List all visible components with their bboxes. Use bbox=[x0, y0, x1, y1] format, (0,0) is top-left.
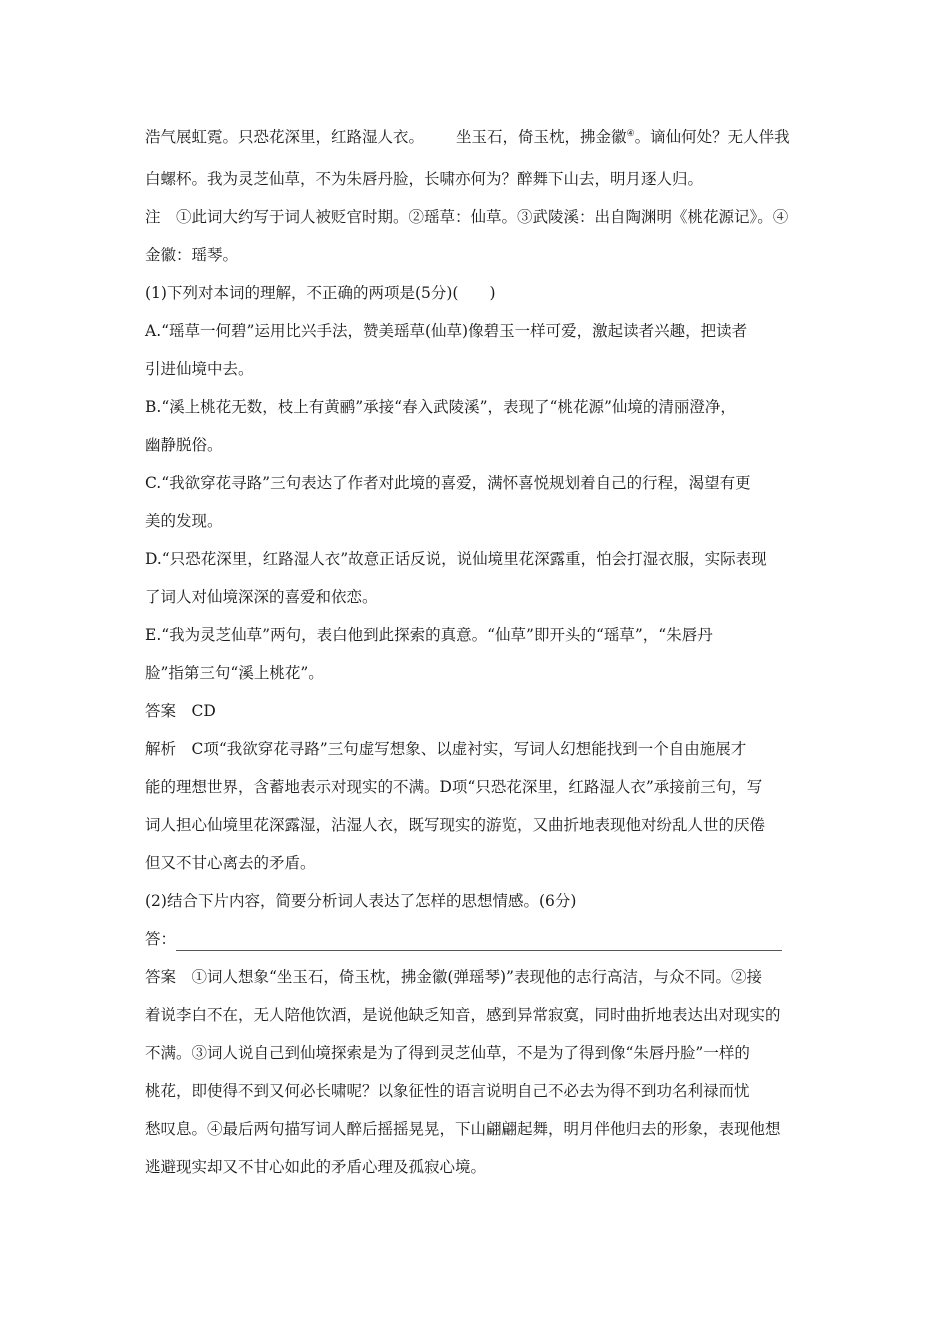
question-2-answer-line-6: 逃避现实却又不甘心如此的矛盾心理及孤寂心境。 bbox=[145, 1158, 487, 1176]
analysis-line-3: 词人担心仙境里花深露湿，沾湿人衣，既写现实的游览，又曲折地表现他对纷乱人世的厌倦 bbox=[145, 816, 766, 834]
question-2-answer-line-4: 桃花，即使得不到又何必长啸呢？以象征性的语言说明自己不必去为得不到功名利禄而忧 bbox=[145, 1082, 750, 1100]
poem-line-2: 白螺杯。我为灵芝仙草，不为朱唇丹脸，长啸亦何为？醉舞下山去，明月逐人归。 bbox=[145, 170, 704, 188]
option-e-line-2: 脸”指第三句“溪上桃花”。 bbox=[145, 664, 324, 682]
option-c-line-1: C.“我欲穿花寻路”三句表达了作者对此境的喜爱，满怀喜悦规划着自己的行程，渴望有更 bbox=[145, 474, 751, 492]
poem-line-1 bbox=[145, 127, 835, 147]
footnote-marker: ④ bbox=[626, 128, 635, 139]
question-1-stem: (1)下列对本词的理解，不正确的两项是(5分)( ) bbox=[145, 284, 496, 302]
analysis-line-1: 解析 C项“我欲穿花寻路”三句虚写想象、以虚衬实，写词人幻想能找到一个自由施展才 bbox=[145, 740, 747, 758]
analysis-line-2: 能的理想世界，含蓄地表示对现实的不满。D项“只恐花深里，红路湿人衣”承接前三句，写 bbox=[145, 778, 763, 796]
question-2-answer-line-5: 愁叹息。④最后两句描写词人醉后摇摇晃晃，下山翩翩起舞，明月伴他归去的形象，表现他想 bbox=[145, 1120, 781, 1138]
question-1-answer: 答案 CD bbox=[145, 702, 216, 720]
question-2-stem: (2)结合下片内容，简要分析词人表达了怎样的思想情感。(6分) bbox=[145, 892, 577, 910]
option-c-line-2: 美的发现。 bbox=[145, 512, 223, 530]
question-2-answer-line-1: 答案 ①词人想象“坐玉石，倚玉枕，拂金徽(弹瑶琴)”表现他的志行高洁，与众不同。②接 bbox=[145, 968, 762, 986]
answer-blank-line[interactable] bbox=[176, 950, 782, 951]
option-d-line-1: D.“只恐花深里，红路湿人衣”故意正话反说，说仙境里花深露重，怕会打湿衣服，实际表现 bbox=[145, 550, 767, 568]
option-a-line-1: A.“瑶草一何碧”运用比兴手法，赞美瑶草(仙草)像碧玉一样可爱，激起读者兴趣，把读者 bbox=[145, 322, 748, 340]
poem-line-1b: 坐玉石，倚玉枕，拂金徽 bbox=[456, 128, 627, 146]
option-d-line-2: 了词人对仙境深深的喜爱和依恋。 bbox=[145, 588, 378, 606]
analysis-line-4: 但又不甘心离去的矛盾。 bbox=[145, 854, 316, 872]
option-b-line-2: 幽静脱俗。 bbox=[145, 436, 223, 454]
notes-line-2: 金徽：瑶琴。 bbox=[145, 246, 239, 264]
poem-line-1c: 。谪仙何处？无人伴我 bbox=[634, 128, 790, 146]
question-2-answer-line-2: 着说李白不在，无人陪他饮酒，是说他缺乏知音，感到异常寂寞，同时曲折地表达出对现实的 bbox=[145, 1006, 781, 1024]
answer-label: 答： bbox=[145, 930, 177, 948]
option-a-line-2: 引进仙境中去。 bbox=[145, 360, 254, 378]
poem-line-1a: 浩气展虹霓。只恐花深里，红路湿人衣。 bbox=[145, 128, 425, 146]
option-e-line-1: E.“我为灵芝仙草”两句，表白他到此探索的真意。“仙草”即开头的“瑶草”，“朱唇丹 bbox=[145, 626, 713, 644]
question-2-answer-line-3: 不满。③词人说自己到仙境探索是为了得到灵芝仙草，不是为了得到像“朱唇丹脸”一样的 bbox=[145, 1044, 750, 1062]
notes-line-1: 注 ①此词大约写于词人被贬官时期。②瑶草：仙草。③武陵溪：出自陶渊明《桃花源记》。④ bbox=[145, 208, 789, 226]
option-b-line-1: B.“溪上桃花无数，枝上有黄鹂”承接“春入武陵溪”，表现了“桃花源”仙境的清丽澄净， bbox=[145, 398, 736, 416]
